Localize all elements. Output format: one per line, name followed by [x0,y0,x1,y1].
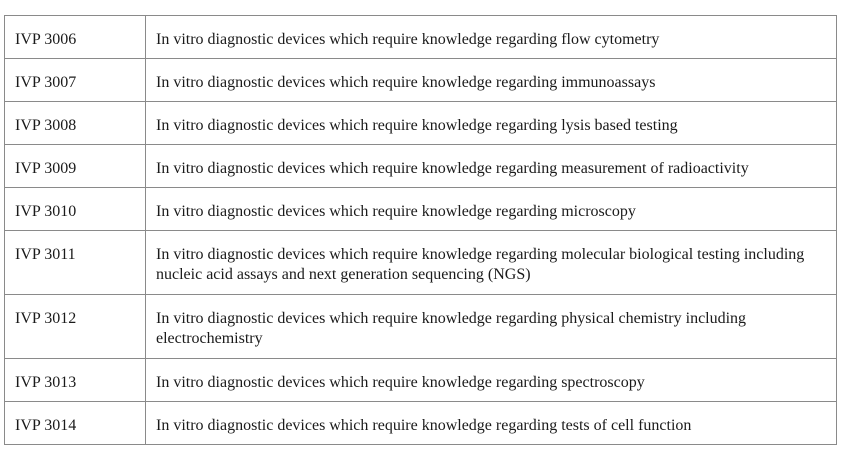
table-row [5,188,837,231]
row-code: IVP 3012 [5,295,146,359]
row-description: In vitro diagnostic devices which require knowledge regarding microscopy [146,188,837,231]
row-description: In vitro diagnostic devices which require knowledge regarding immunoassays [146,59,837,102]
table-row [5,359,837,402]
table-row [5,16,837,59]
table-row [5,102,837,145]
row-code: IVP 3010 [5,188,146,231]
ivp-code-table [4,15,837,445]
row-code: IVP 3013 [5,359,146,402]
row-code: IVP 3009 [5,145,146,188]
row-description: In vitro diagnostic devices which require knowledge regarding measurement of radioactivity [146,145,837,188]
table-row [5,295,837,359]
row-code: IVP 3007 [5,59,146,102]
row-description: In vitro diagnostic devices which require knowledge regarding tests of cell function [146,402,837,445]
row-description: In vitro diagnostic devices which require knowledge regarding physical chemistry including electrochemistry [146,295,837,359]
table-row [5,59,837,102]
table-row [5,145,837,188]
row-code: IVP 3014 [5,402,146,445]
row-description: In vitro diagnostic devices which require knowledge regarding flow cytometry [146,16,837,59]
table-row [5,231,837,295]
row-description: In vitro diagnostic devices which require knowledge regarding spectroscopy [146,359,837,402]
row-description: In vitro diagnostic devices which require knowledge regarding lysis based testing [146,102,837,145]
row-code: IVP 3011 [5,231,146,295]
row-code: IVP 3008 [5,102,146,145]
row-code: IVP 3006 [5,16,146,59]
row-description: In vitro diagnostic devices which require knowledge regarding molecular biological testing including nucleic acid assays and next generation sequencing (NGS) [146,231,837,295]
table-row [5,402,837,445]
